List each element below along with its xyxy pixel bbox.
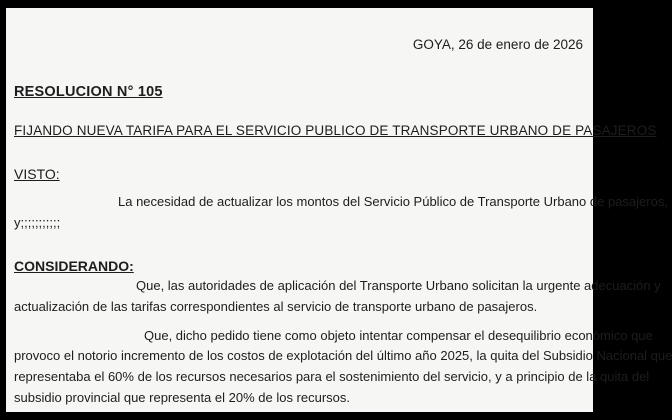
resolution-title [14, 84, 585, 100]
considerando-heading: CONSIDERANDO: [14, 258, 134, 274]
resolution-subject: FIJANDO NUEVA TARIFA PARA EL SERVICIO PUBLICO DE TRANSPORTE URBANO DE PASAJEROS [14, 123, 657, 138]
considerando-line-1: Que, las autoridades de aplicación del Transporte Urbano solicitan la urgente adecuación y [136, 278, 661, 293]
resolution-number: 105 [137, 84, 163, 100]
document-page [6, 8, 672, 412]
considerando-line-4: provoco el notorio incremento de los costos de explotación del último año 2025, la quita del Subsidio Nacional que [14, 348, 672, 363]
considerando-line-3: Que, dicho pedido tiene como objeto intentar compensar el desequilibrio económico que [144, 328, 653, 343]
considerando-line-5: representaba el 60% de los recursos necesarios para el sostenimiento del servicio, y a principio de la quita del [14, 369, 650, 384]
visto-paragraph: La necesidad de actualizar los montos del Servicio Público de Transporte Urbano de pasajeros, [118, 194, 668, 209]
considerando-line-6: subsidio provincial que representa el 20% de los recursos. [14, 390, 351, 405]
visto-heading: VISTO: [14, 166, 60, 182]
document-date: GOYA, 26 de enero de 2026 [412, 37, 583, 52]
resolution-label: RESOLUCION N° [14, 84, 134, 100]
visto-ending: y;;;;;;;;;;; [14, 215, 61, 230]
considerando-line-2: actualización de las tarifas correspondientes al servicio de transporte urbano de pasajeros. [14, 299, 538, 314]
